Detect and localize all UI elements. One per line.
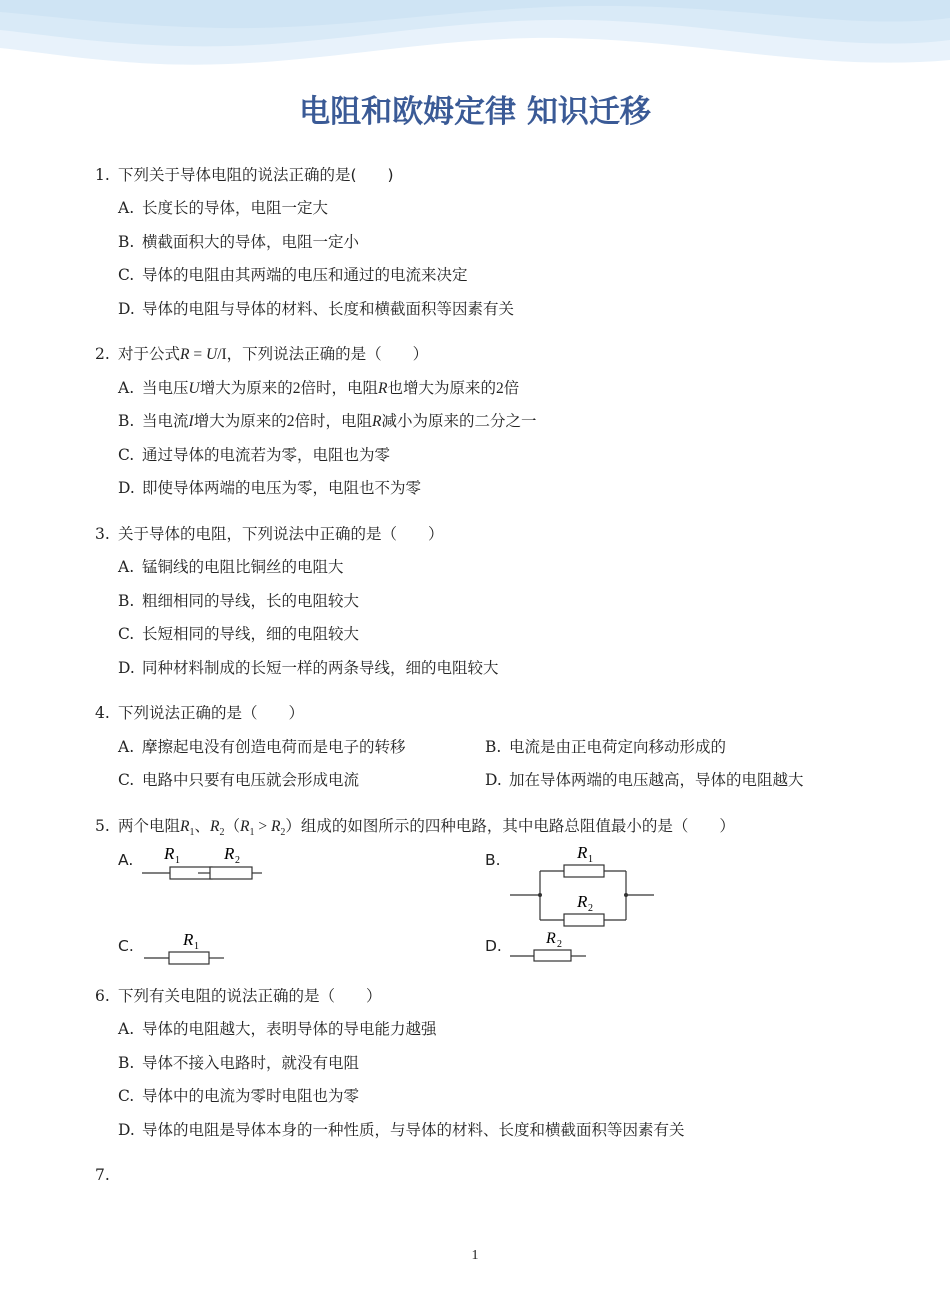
r2-label: R [546,930,556,947]
q6-option-b: B. 导体不接入电路时，就没有电阻 [118,1054,360,1072]
question-6 [95,986,382,1006]
q6-option-a: A. 导体的电阻越大，表明导体的导电能力越强 [118,1020,437,1038]
resistor-r1 [169,952,209,964]
r1-sub: 1 [194,941,199,952]
question-number: 6. [95,987,110,1005]
q5-option-a-label: A. [118,851,134,869]
question-stem: 下列说法正确的是（ ） [118,704,305,722]
r1-sub: 1 [175,855,180,866]
question-4 [95,703,304,723]
r1-label: R [577,843,588,862]
q5-circuit-b-parallel [508,840,658,932]
q4-option-c: C. 电路中只要有电压就会形成电流 [118,771,360,789]
r2-label: R [577,892,588,911]
q5-option-b-label: B. [485,851,501,869]
r1-label: R [164,844,175,863]
q3-option-d: D. 同种材料制成的长短一样的两条导线，细的电阻较大 [118,659,499,677]
question-stem: 关于导体的电阻，下列说法中正确的是（ ） [118,525,444,543]
question-number: 4. [95,704,110,722]
q1-option-c: C. 导体的电阻由其两端的电压和通过的电流来决定 [118,266,468,284]
question-5: 5. 两个电阻$R_1$、$R_2(R_1 > R_2)$组成的如图所示的四种电路，其中电路总阻值最小的是（ ） [95,817,735,839]
question-number: 3. [95,525,110,543]
question-1 [95,165,394,185]
q3-option-c: C. 长短相同的导线，细的电阻较大 [118,625,360,643]
resistor-r2 [564,914,604,926]
q4-option-b: B. 电流是由正电荷定向移动形成的 [485,738,727,756]
question-number: 2. [95,345,110,363]
page-number: 1 [471,1248,479,1263]
r1-label: R [183,930,194,949]
q1-option-d: D. 导体的电阻与导体的材料、长度和横截面积等因素有关 [118,300,515,318]
q6-option-d: D. 导体的电阻是导体本身的一种性质，与导体的材料、长度和横截面积等因素有关 [118,1121,685,1139]
page-title: 电阻和欧姆定律 知识迁移 [299,94,651,130]
r2-sub: 2 [557,939,562,950]
r1-sub: 1 [588,854,593,865]
question-stem: 下列有关电阻的说法正确的是（ ） [118,987,382,1005]
r2-sub: 2 [235,855,240,866]
q3-option-b: B. 粗细相同的导线，长的电阻较大 [118,592,360,610]
q1-option-b: B. 横截面积大的导体，电阻一定小 [118,233,360,251]
resistor-r2 [210,867,252,879]
question-7 [95,1165,118,1185]
q2-option-d: D. 即使导体两端的电压为零，电阻也不为零 [118,479,422,497]
q5-circuit-d-r2 [508,926,590,966]
q5-option-d-label: D. [485,937,502,955]
q1-option-a: A. 长度长的导体，电阻一定大 [118,199,329,217]
resistor-r2 [534,950,571,961]
q2-option-a: A. 当电压U增大为原来的2倍时，电阻R也增大为原来的2倍 [118,379,520,397]
q5-option-c-label: C. [118,937,134,955]
q5-circuit-c-r1 [142,926,228,970]
question-number: 5. [95,817,110,835]
r2-sub: 2 [588,903,593,914]
question-number: 1. [95,166,110,184]
question-stem: 下列关于导体电阻的说法正确的是( ) [118,166,394,184]
q4-option-d: D. 加在导体两端的电压越高，导体的电阻越大 [485,771,804,789]
q4-option-a: A. 摩擦起电没有创造电荷而是电子的转移 [118,738,406,756]
q5-circuit-a-series [140,840,265,885]
q2-option-c: C. 通过导体的电流若为零，电阻也为零 [118,446,391,464]
header-wave-decoration [0,0,950,80]
r2-label: R [224,844,235,863]
question-2: 2. 对于公式R = U/I，下列说法正确的是（ ） [95,345,429,363]
question-number: 7. [95,1166,110,1184]
q6-option-c: C. 导体中的电流为零时电阻也为零 [118,1087,360,1105]
resistor-r1 [564,865,604,877]
q2-option-b: B. 当电流I增大为原来的2倍时，电阻R减小为原来的二分之一 [118,412,537,430]
question-3 [95,524,444,544]
q3-option-a: A. 锰铜线的电阻比铜丝的电阻大 [118,558,344,576]
